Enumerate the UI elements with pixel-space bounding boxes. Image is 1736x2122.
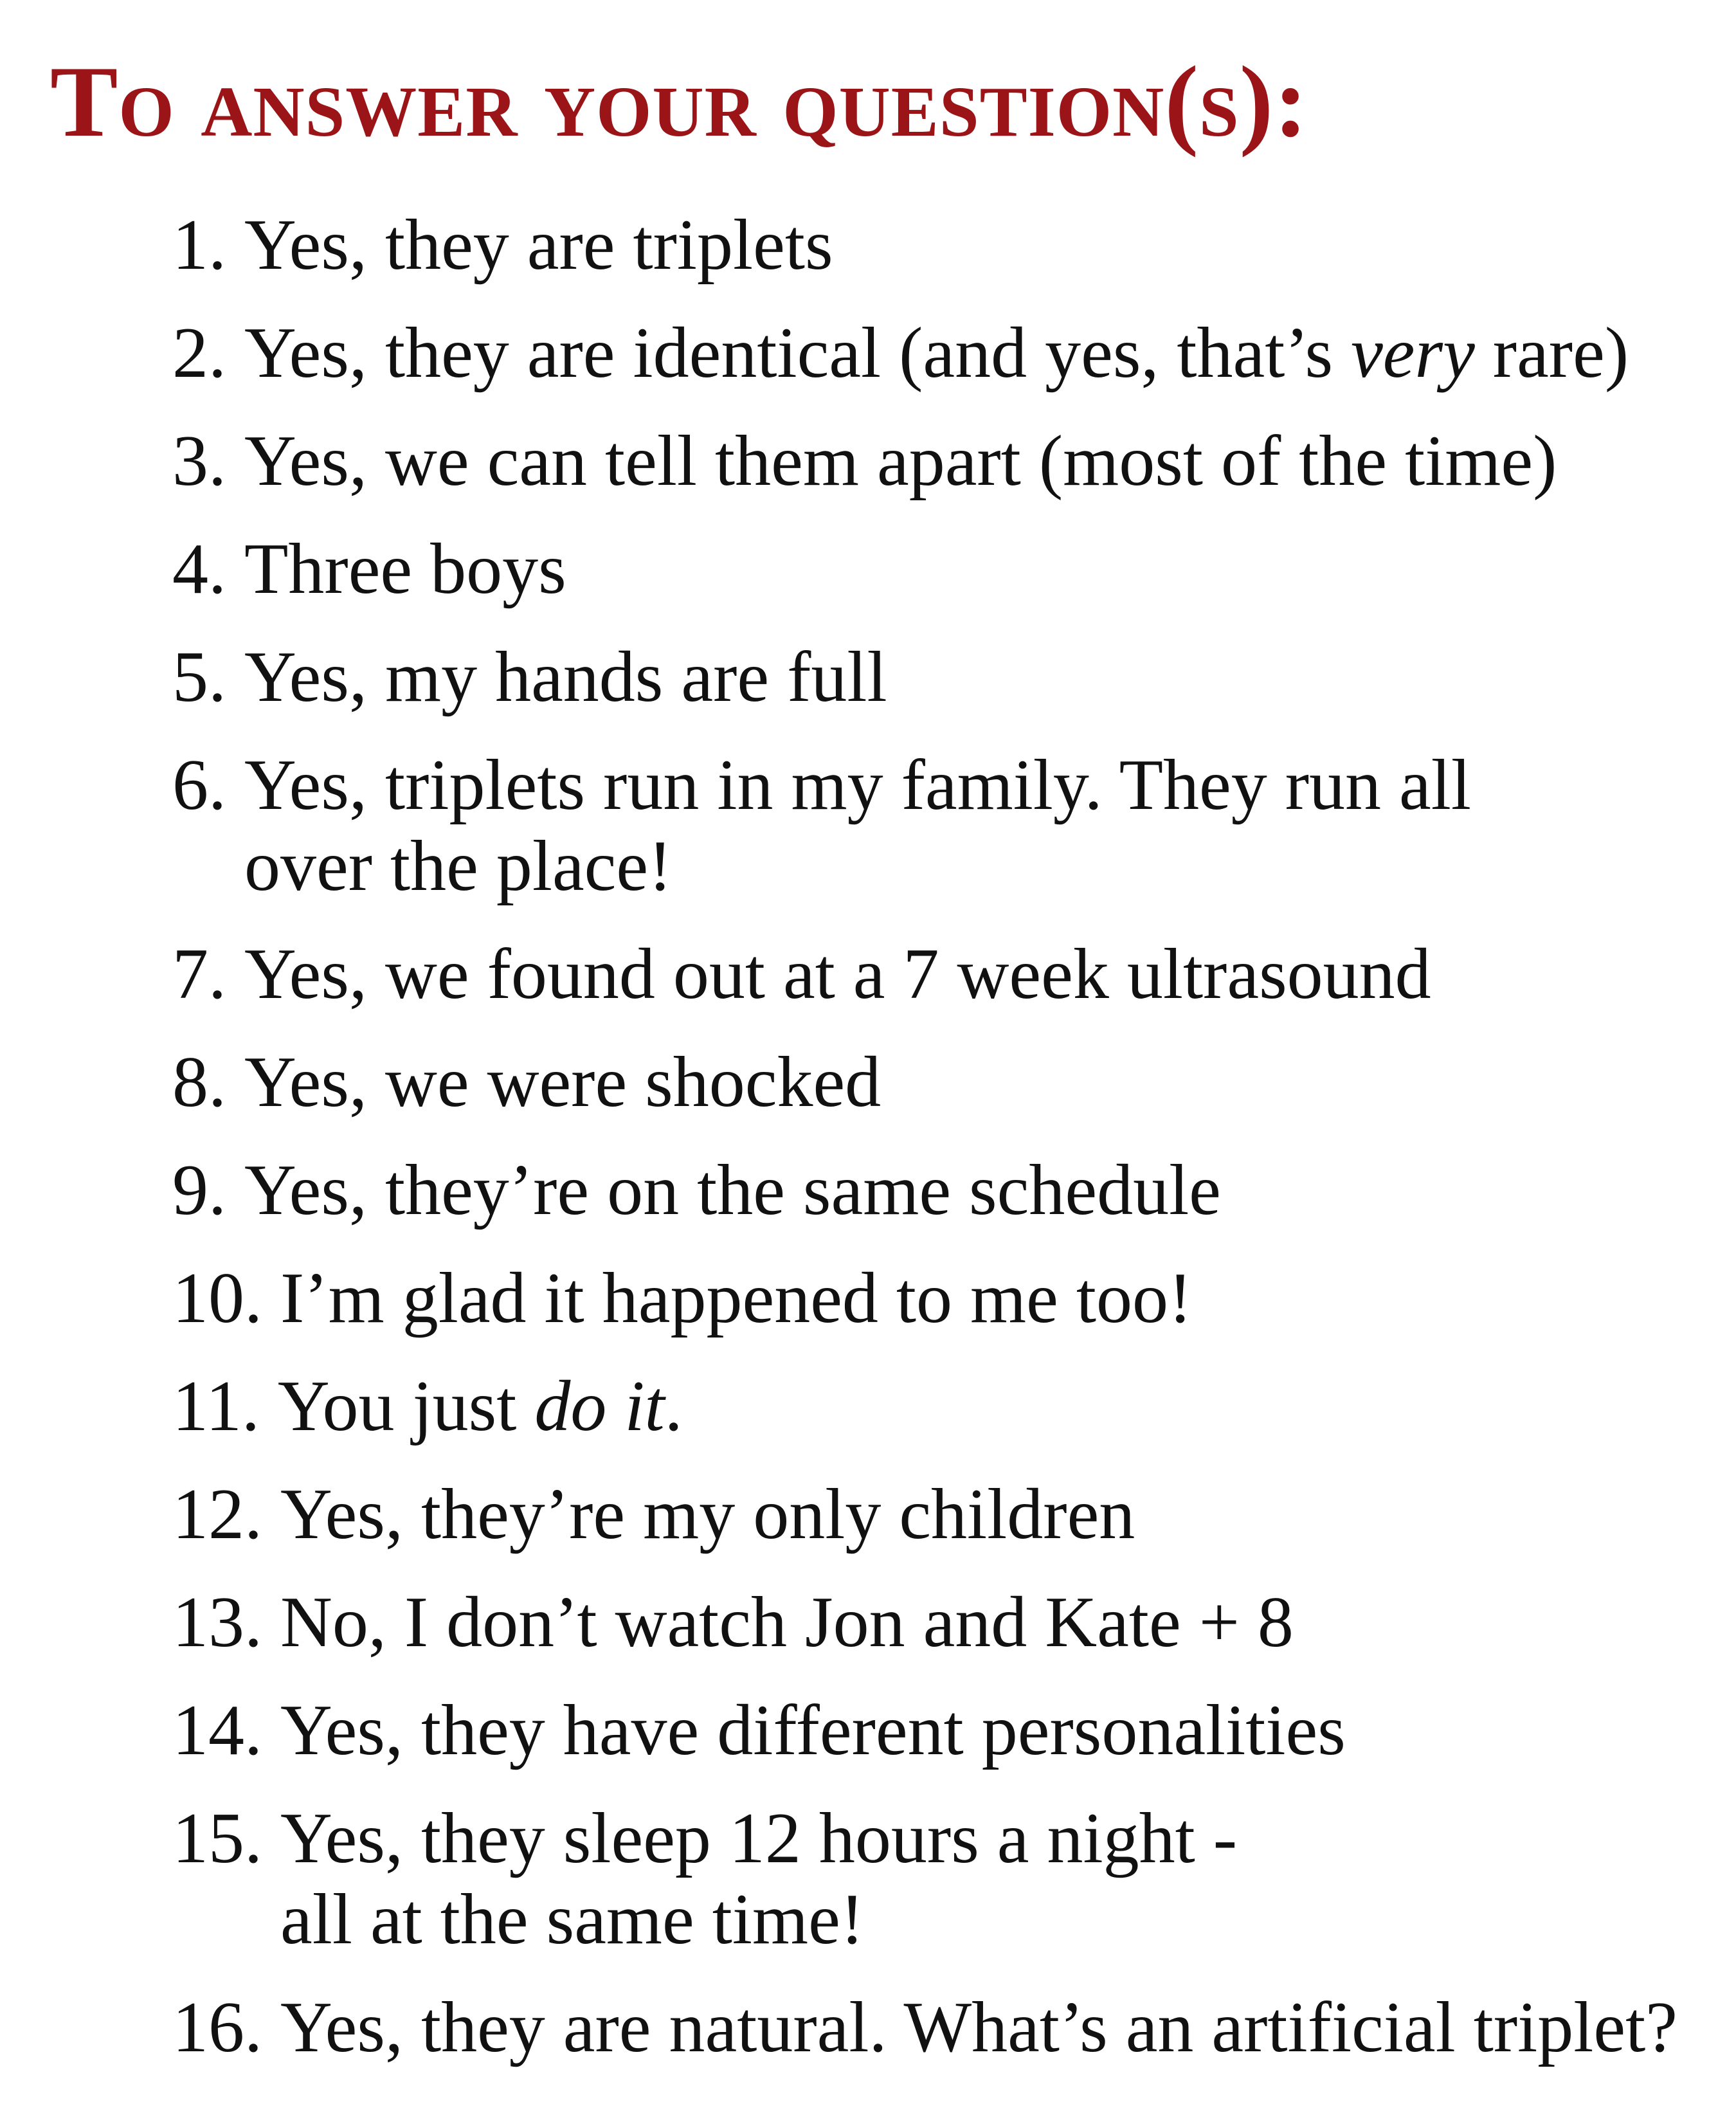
item-number: 9.	[172, 1150, 226, 1230]
list-item	[172, 421, 1728, 502]
item-number: 3.	[172, 421, 226, 501]
item-text-part: You just	[277, 1366, 535, 1446]
item-text-line: all at the same time!	[280, 1880, 865, 1959]
list-item	[172, 637, 1728, 718]
item-emphasis: do it	[534, 1366, 665, 1446]
item-text	[244, 745, 1471, 907]
item-number: 6.	[172, 745, 226, 825]
list-item	[172, 313, 1728, 394]
list-item	[172, 934, 1728, 1015]
item-number: 15.	[172, 1799, 262, 1878]
item-number: 13.	[172, 1582, 262, 1662]
item-text: Yes, they’re my only children	[280, 1474, 1135, 1554]
list-item	[172, 1366, 1728, 1447]
list-item	[172, 1042, 1728, 1123]
item-text-line: Yes, triplets run in my family. They run all	[244, 745, 1471, 825]
list-item	[172, 1798, 1728, 1960]
item-text-line: over the place!	[244, 826, 673, 906]
item-text	[280, 1798, 1237, 1960]
item-number: 10.	[172, 1258, 262, 1338]
list-item	[172, 1150, 1728, 1231]
item-number: 7.	[172, 934, 226, 1014]
item-text: Yes, they have different personalities	[280, 1691, 1346, 1770]
list-item	[172, 1258, 1728, 1339]
item-number: 12.	[172, 1474, 262, 1554]
item-text: Yes, we found out at a 7 week ultrasound	[244, 934, 1431, 1014]
item-text	[278, 1366, 683, 1447]
item-text-line: Yes, they sleep 12 hours a night -	[280, 1799, 1238, 1878]
item-text: No, I don’t watch Jon and Kate + 8	[280, 1582, 1294, 1662]
item-number: 16.	[172, 1988, 262, 2067]
item-text-part: .	[664, 1366, 683, 1446]
item-number: 8.	[172, 1042, 226, 1122]
item-text: Yes, we can tell them apart (most of the time)	[244, 421, 1557, 501]
item-text: Yes, they are triplets	[244, 205, 833, 285]
item-number: 5.	[172, 637, 226, 717]
item-text: Yes, they are natural. What’s an artificial triplet?	[280, 1988, 1677, 2067]
list-item	[172, 529, 1728, 610]
list-item	[172, 1690, 1728, 1771]
answer-list	[172, 204, 1728, 2095]
item-text-part: Yes, they are identical (and yes, that’s	[244, 313, 1352, 393]
list-item	[172, 1582, 1728, 1663]
list-item	[172, 1474, 1728, 1555]
page-title: To answer your question(s):	[50, 46, 1308, 158]
item-number: 1.	[172, 205, 226, 285]
item-text	[244, 313, 1629, 394]
item-number: 2.	[172, 313, 226, 393]
list-item	[172, 204, 1728, 286]
list-item	[172, 1987, 1728, 2068]
item-number: 14.	[172, 1691, 262, 1770]
item-text: Yes, we were shocked	[244, 1042, 882, 1122]
item-text-part: rare)	[1474, 313, 1629, 393]
item-emphasis: very	[1351, 313, 1475, 393]
item-text: Three boys	[244, 529, 566, 609]
item-number: 4.	[172, 529, 226, 609]
item-number: 11.	[172, 1366, 260, 1446]
item-text: I’m glad it happened to me too!	[280, 1258, 1193, 1338]
item-text: Yes, they’re on the same schedule	[244, 1150, 1221, 1230]
list-item	[172, 745, 1728, 907]
item-text: Yes, my hands are full	[244, 637, 887, 717]
